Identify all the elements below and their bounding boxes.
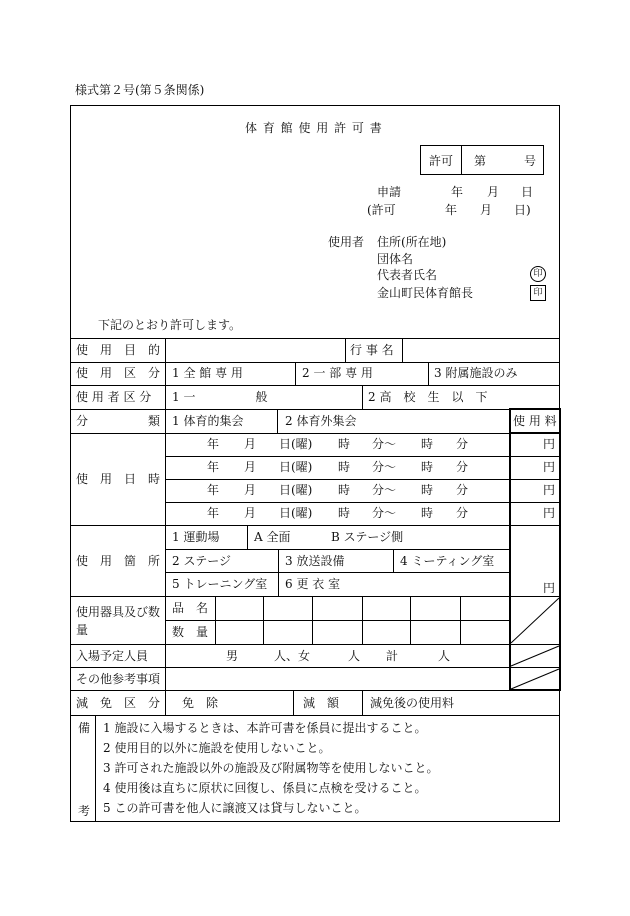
form-number: 様式第２号(第５条関係)	[75, 83, 205, 97]
permit-day: 日)	[514, 203, 531, 217]
datetime-yen-1: 円	[543, 437, 556, 451]
location-full: A 全面	[254, 530, 291, 544]
application-date-label: 申請	[377, 185, 402, 199]
permit-year: 年	[445, 203, 458, 217]
attendance-total: 計	[386, 649, 399, 663]
note-item-1: 1 施設に入場するときは、本許可書を係員に提出すること。	[103, 721, 427, 735]
category-option-3: 3 附属施設のみ	[434, 366, 518, 380]
permit-date-label: (許可	[367, 203, 396, 217]
location-playground: 1 運動場	[172, 530, 220, 544]
user-representative: 代表者氏名	[377, 268, 438, 282]
permit-month: 月	[480, 203, 493, 217]
note-item-3: 3 許可された施設以外の施設及び附属物等を使用しないこと。	[103, 761, 439, 775]
note-item-4: 4 使用後は直ちに原状に回復し、係員に点検を受けること。	[103, 781, 427, 795]
attendance-unit: 人	[348, 649, 361, 663]
location-stage-side: B ステージ側	[331, 530, 404, 544]
equipment-label: 使用器具及び数量	[76, 605, 161, 637]
location-meeting-room: 4 ミーティング室	[400, 554, 495, 568]
permit-dai: 第	[474, 154, 487, 168]
classification-option-1: 1 体育的集会	[172, 414, 244, 428]
location-locker-room: 6 更 衣 室	[285, 577, 341, 591]
page-title: 体 育 館 使 用 許 可 書	[245, 121, 383, 135]
exemption-label: 減 免 区 分	[76, 696, 161, 710]
application-year: 年	[451, 185, 464, 199]
category-option-1: 1 全 館 専 用	[172, 366, 243, 380]
classification-label: 分 類	[76, 414, 161, 428]
exemption-full: 免 除	[182, 696, 219, 710]
application-day: 日	[521, 185, 534, 199]
other-label: その他参考事項	[76, 672, 161, 686]
classification-option-2: 2 体育外集会	[285, 414, 357, 428]
purpose-label: 使 用 目 的	[76, 343, 161, 357]
user-class-option-2: 2 高 校 生 以 下	[368, 390, 488, 404]
category-label: 使 用 区 分	[76, 366, 161, 380]
location-broadcast: 3 放送設備	[285, 554, 345, 568]
attendance-total-unit: 人	[438, 649, 451, 663]
attendance-women: 人、女	[274, 649, 311, 663]
category-option-2: 2 一 部 専 用	[302, 366, 373, 380]
user-seal-mark: 印	[530, 266, 546, 282]
user-class-label: 使 用 者 区 分	[76, 390, 152, 404]
datetime-label: 使 用 日 時	[76, 472, 161, 486]
event-name-label: 行 事 名	[350, 343, 394, 357]
user-group: 団体名	[377, 252, 414, 266]
user-class-option-1: 1 一 般	[172, 390, 268, 404]
location-yen: 円	[543, 581, 556, 595]
location-stage: 2 ステージ	[172, 554, 231, 568]
director-name: 金山町民体育館長	[377, 286, 474, 300]
exemption-reduction: 減 額	[303, 696, 340, 710]
notes-label-top: 備	[78, 721, 91, 735]
attendance-label: 入場予定人員	[76, 649, 149, 663]
note-item-5: 5 この許可書を他人に譲渡又は貸与しないこと。	[103, 801, 367, 815]
equipment-name-label: 品 名	[172, 601, 209, 615]
notice-text: 下記のとおり許可します。	[98, 318, 242, 332]
permit-label: 許可	[429, 154, 454, 168]
notes-label-bottom: 考	[78, 804, 91, 818]
user-address: 住所(所在地)	[377, 235, 447, 249]
exemption-after-fee: 減免後の使用料	[370, 696, 455, 710]
fee-header: 使 用 料	[513, 414, 557, 428]
application-month: 月	[487, 185, 500, 199]
director-seal-mark: 印	[530, 285, 546, 301]
note-item-2: 2 使用目的以外に施設を使用しないこと。	[103, 741, 331, 755]
location-label: 使 用 箇 所	[76, 554, 161, 568]
location-training-room: 5 トレーニング室	[172, 577, 268, 591]
permit-go: 号	[524, 154, 537, 168]
attendance-men: 男	[226, 649, 239, 663]
user-label: 使用者	[328, 235, 365, 249]
datetime-yen-4: 円	[543, 506, 556, 520]
datetime-yen-3: 円	[543, 483, 556, 497]
equipment-quantity-label: 数 量	[172, 625, 209, 639]
datetime-yen-2: 円	[543, 460, 556, 474]
